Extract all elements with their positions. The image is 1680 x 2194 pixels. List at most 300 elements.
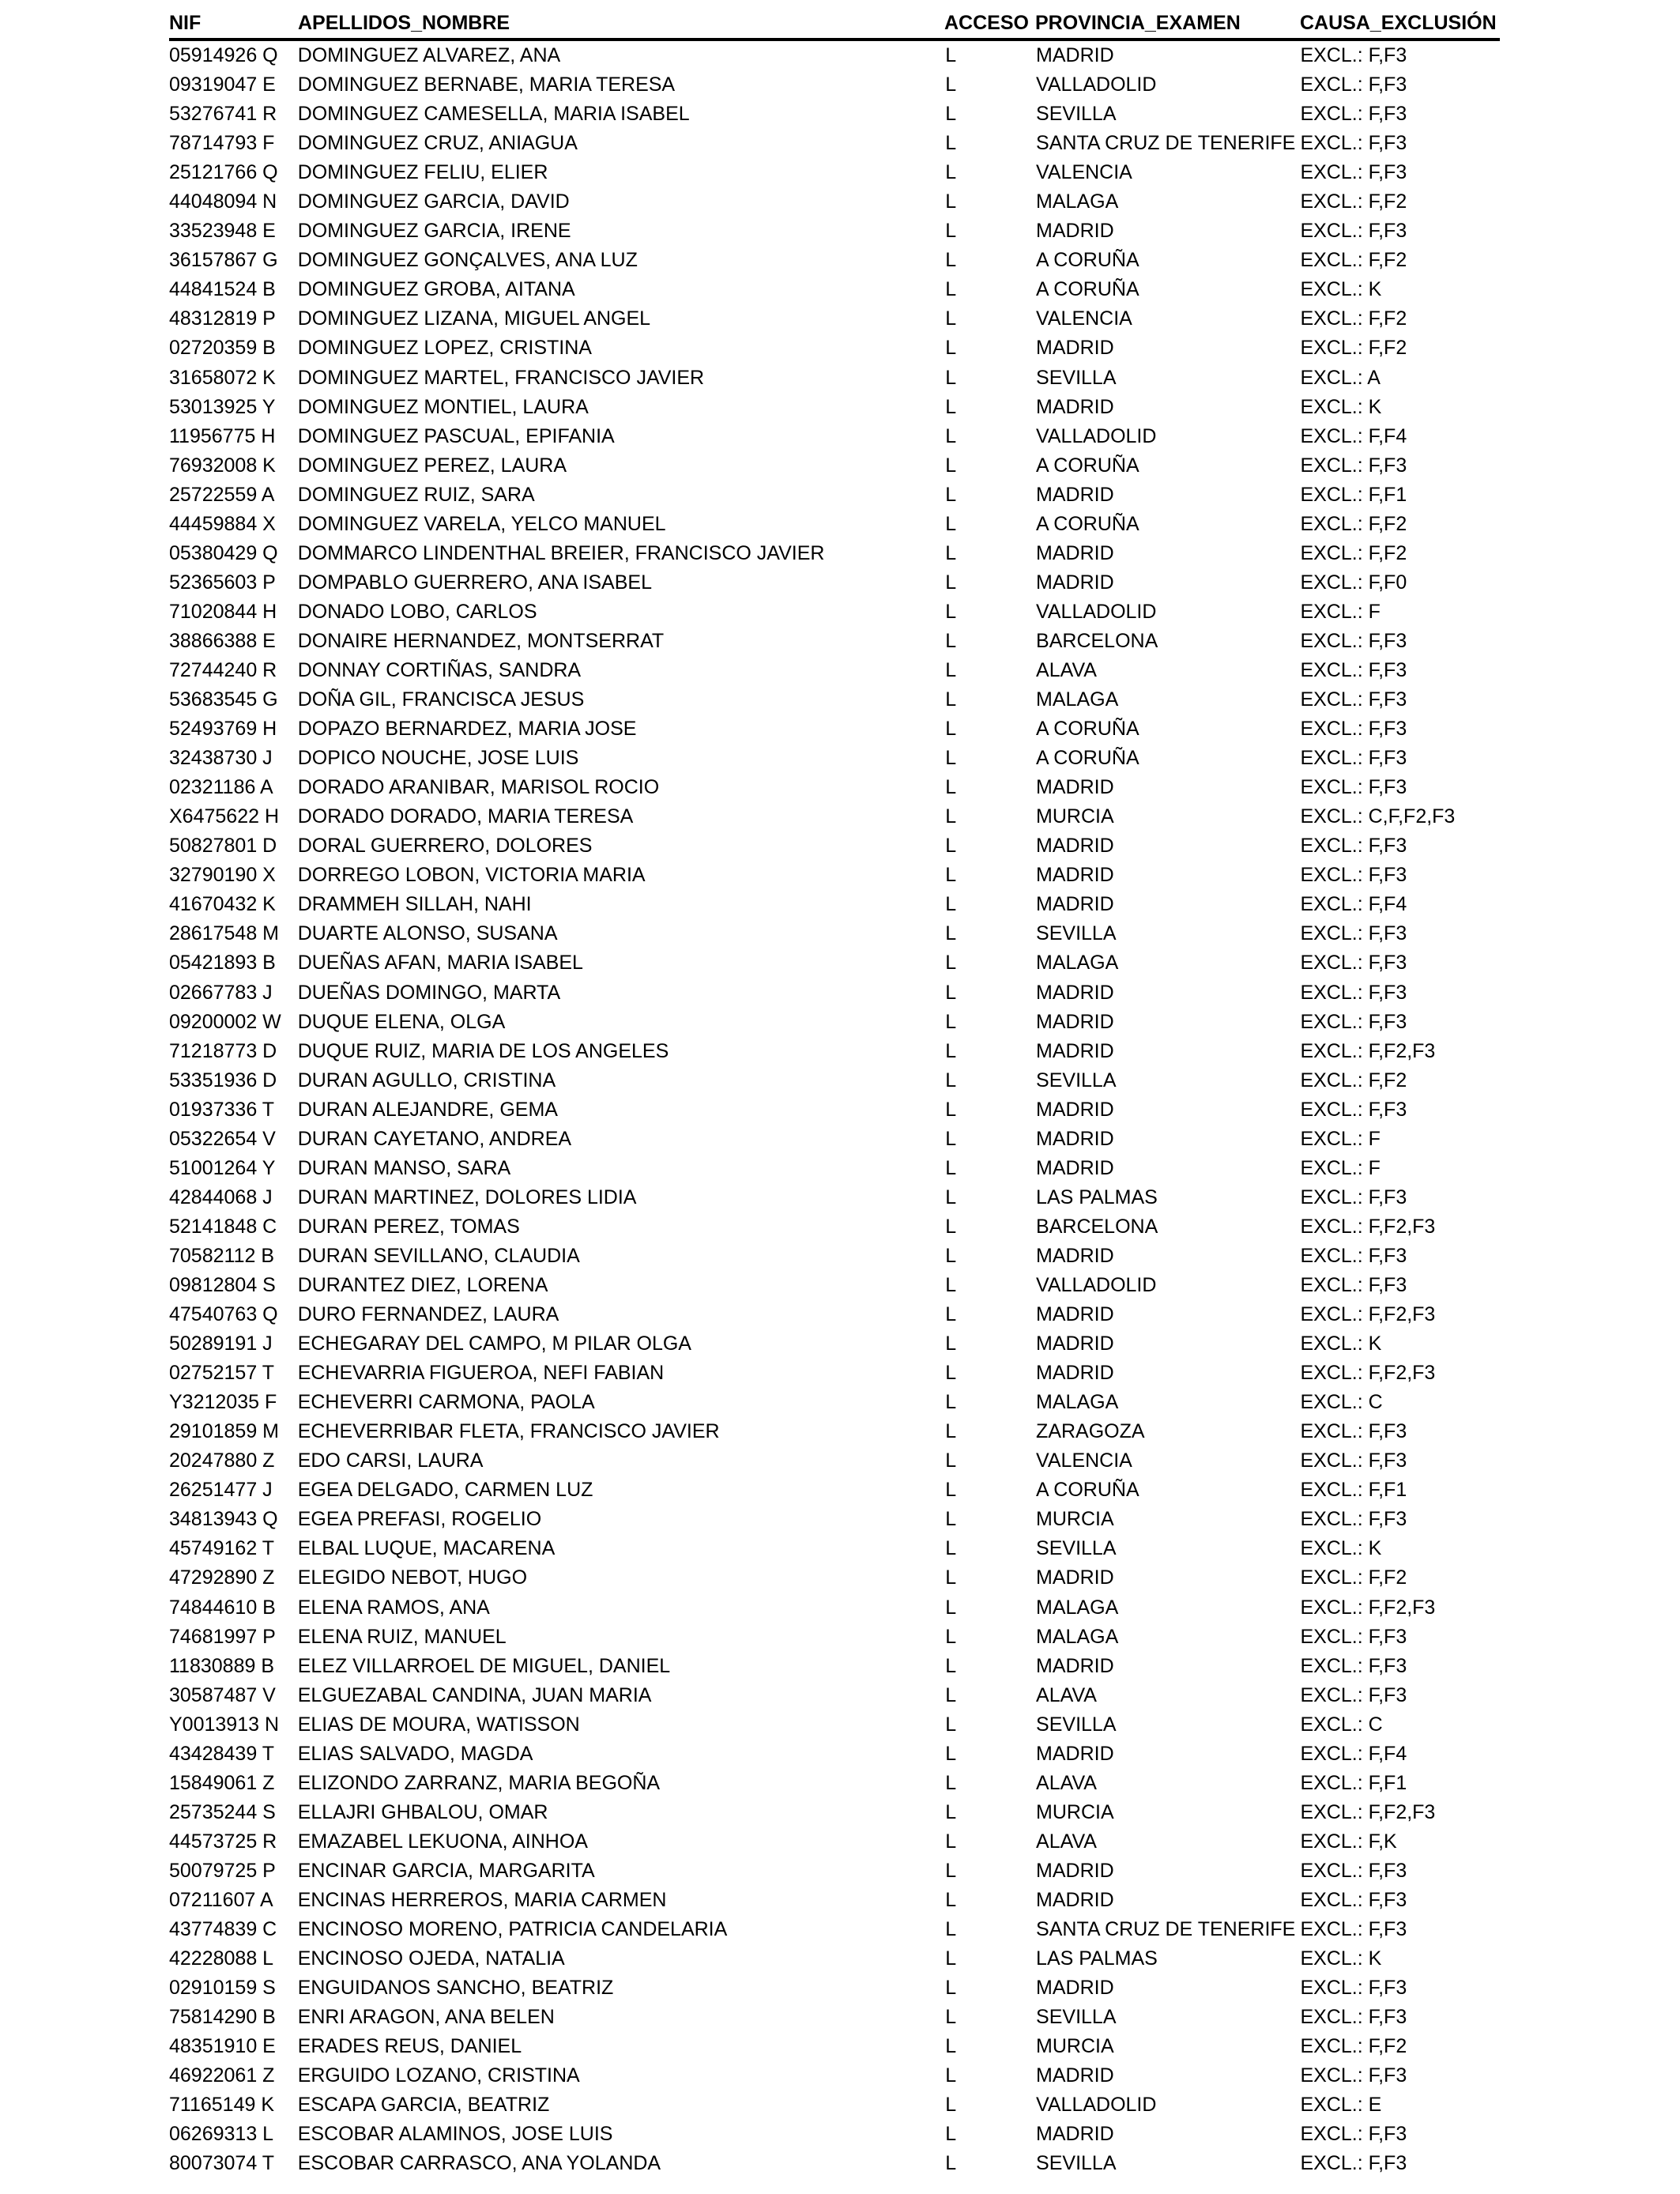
cell-provincia-examen: SEVILLA xyxy=(1036,1069,1117,1091)
cell-apellidos-nombre: ESCAPA GARCIA, BEATRIZ xyxy=(297,2094,550,2117)
cell-apellidos-nombre: ELEGIDO NEBOT, HUGO xyxy=(297,1566,528,1589)
cell-apellidos-nombre: DONADO LOBO, CARLOS xyxy=(297,600,537,623)
cell-causa-exclusion: EXCL.: F,F2 xyxy=(1300,1566,1407,1589)
cell-nif: 07211607 A xyxy=(169,1888,273,1911)
cell-causa-exclusion: EXCL.: F,F3 xyxy=(1300,1625,1407,1648)
header-provincia-examen: PROVINCIA_EXAMEN xyxy=(1035,11,1241,34)
cell-apellidos-nombre: DOMINGUEZ LIZANA, MIGUEL ANGEL xyxy=(297,307,651,330)
cell-acceso: L xyxy=(945,103,957,126)
cell-acceso: L xyxy=(945,1947,957,1970)
cell-causa-exclusion: EXCL.: F,F2,F3 xyxy=(1300,1800,1436,1823)
cell-provincia-examen: MURCIA xyxy=(1036,1800,1114,1823)
cell-causa-exclusion: EXCL.: F,F3 xyxy=(1300,952,1407,974)
cell-apellidos-nombre: DOPICO NOUCHE, JOSE LUIS xyxy=(297,747,579,770)
table-header xyxy=(169,8,1500,41)
table-row xyxy=(169,2061,1500,2090)
cell-causa-exclusion: EXCL.: F,F2 xyxy=(1300,337,1407,360)
cell-apellidos-nombre: ESCOBAR CARRASCO, ANA YOLANDA xyxy=(297,2152,661,2175)
table-row xyxy=(169,1623,1500,1652)
cell-provincia-examen: MADRID xyxy=(1036,395,1114,418)
cell-provincia-examen: ALAVA xyxy=(1036,659,1097,681)
cell-apellidos-nombre: DURANTEZ DIEZ, LORENA xyxy=(297,1273,548,1296)
cell-causa-exclusion: EXCL.: F,F3 xyxy=(1300,776,1407,799)
cell-nif: 74844610 B xyxy=(169,1596,276,1619)
cell-provincia-examen: A CORUÑA xyxy=(1036,249,1139,272)
cell-causa-exclusion: EXCL.: F,F3 xyxy=(1300,981,1407,1004)
cell-causa-exclusion: EXCL.: F xyxy=(1300,1156,1381,1179)
cell-acceso: L xyxy=(945,1713,957,1736)
cell-provincia-examen: MADRID xyxy=(1036,981,1114,1004)
cell-nif: 53013925 Y xyxy=(169,395,276,418)
cell-nif: 45749162 T xyxy=(169,1537,274,1560)
cell-acceso: L xyxy=(945,541,957,564)
cell-apellidos-nombre: DOMINGUEZ CRUZ, ANIAGUA xyxy=(297,132,578,155)
cell-causa-exclusion: EXCL.: F,F3 xyxy=(1300,922,1407,945)
table-row xyxy=(169,1563,1500,1593)
cell-causa-exclusion: EXCL.: F,F2 xyxy=(1300,190,1407,213)
table-row xyxy=(169,744,1500,773)
table-row xyxy=(169,773,1500,802)
cell-causa-exclusion: EXCL.: F,F3 xyxy=(1300,864,1407,887)
cell-provincia-examen: ALAVA xyxy=(1036,1771,1097,1794)
cell-acceso: L xyxy=(945,454,957,477)
cell-apellidos-nombre: DOMINGUEZ CAMESELLA, MARIA ISABEL xyxy=(297,103,690,126)
cell-apellidos-nombre: DUQUE ELENA, OLGA xyxy=(297,1010,506,1033)
cell-apellidos-nombre: DOMPABLO GUERRERO, ANA ISABEL xyxy=(297,571,652,594)
cell-acceso: L xyxy=(945,952,957,974)
cell-nif: 32438730 J xyxy=(169,747,273,770)
cell-apellidos-nombre: ESCOBAR ALAMINOS, JOSE LUIS xyxy=(297,2123,613,2146)
cell-causa-exclusion: EXCL.: F,F3 xyxy=(1300,688,1407,711)
cell-apellidos-nombre: DURAN ALEJANDRE, GEMA xyxy=(297,1098,558,1121)
cell-causa-exclusion: EXCL.: F,F2 xyxy=(1300,307,1407,330)
table-row xyxy=(169,656,1500,685)
table-row xyxy=(169,539,1500,568)
table-row xyxy=(169,1857,1500,1886)
cell-nif: 50079725 P xyxy=(169,1859,276,1882)
cell-causa-exclusion: EXCL.: F,F1 xyxy=(1300,483,1407,506)
cell-provincia-examen: MALAGA xyxy=(1036,952,1119,974)
table-row xyxy=(169,1740,1500,1769)
table-row xyxy=(169,1125,1500,1154)
cell-acceso: L xyxy=(945,1977,957,2000)
cell-nif: 71165149 K xyxy=(169,2094,274,2117)
cell-apellidos-nombre: DONAIRE HERNANDEZ, MONTSERRAT xyxy=(297,629,665,652)
cell-causa-exclusion: EXCL.: F,F3 xyxy=(1300,1420,1407,1443)
cell-apellidos-nombre: DUARTE ALONSO, SUSANA xyxy=(297,922,558,945)
cell-causa-exclusion: EXCL.: F,F3 xyxy=(1300,1888,1407,1911)
cell-acceso: L xyxy=(945,776,957,799)
cell-apellidos-nombre: ELIZONDO ZARRANZ, MARIA BEGOÑA xyxy=(297,1771,661,1794)
cell-nif: 05322654 V xyxy=(169,1127,276,1150)
cell-causa-exclusion: EXCL.: C xyxy=(1300,1391,1383,1414)
cell-causa-exclusion: EXCL.: F,F2 xyxy=(1300,249,1407,272)
cell-nif: 11830889 B xyxy=(169,1654,274,1677)
cell-apellidos-nombre: ELEZ VILLARROEL DE MIGUEL, DANIEL xyxy=(297,1654,671,1677)
cell-apellidos-nombre: DURAN SEVILLANO, CLAUDIA xyxy=(297,1244,580,1267)
cell-acceso: L xyxy=(945,659,957,681)
cell-acceso: L xyxy=(945,1830,957,1853)
cell-apellidos-nombre: ENCINAR GARCIA, MARGARITA xyxy=(297,1859,595,1882)
table-row xyxy=(169,481,1500,510)
cell-apellidos-nombre: DORADO ARANIBAR, MARISOL ROCIO xyxy=(297,776,660,799)
cell-provincia-examen: MURCIA xyxy=(1036,805,1114,828)
cell-causa-exclusion: EXCL.: F,F3 xyxy=(1300,103,1407,126)
cell-causa-exclusion: EXCL.: F,F0 xyxy=(1300,571,1407,594)
cell-nif: 05914926 Q xyxy=(169,44,278,67)
cell-nif: 01937336 T xyxy=(169,1098,274,1121)
cell-provincia-examen: A CORUÑA xyxy=(1036,1479,1139,1502)
cell-causa-exclusion: EXCL.: C,F,F2,F3 xyxy=(1300,805,1456,828)
cell-nif: 74681997 P xyxy=(169,1625,276,1648)
cell-provincia-examen: VALENCIA xyxy=(1036,161,1132,184)
cell-nif: 50289191 J xyxy=(169,1333,273,1355)
cell-nif: 50827801 D xyxy=(169,835,277,858)
cell-acceso: L xyxy=(945,366,957,389)
cell-acceso: L xyxy=(945,835,957,858)
cell-nif: 80073074 T xyxy=(169,2152,274,2175)
table-row xyxy=(169,70,1500,100)
cell-causa-exclusion: EXCL.: F,F3 xyxy=(1300,1273,1407,1296)
table-row xyxy=(169,1271,1500,1300)
cell-nif: 36157867 G xyxy=(169,249,278,272)
cell-acceso: L xyxy=(945,1215,957,1238)
cell-nif: 43774839 C xyxy=(169,1918,277,1941)
cell-apellidos-nombre: DURAN AGULLO, CRISTINA xyxy=(297,1069,556,1091)
cell-causa-exclusion: EXCL.: F,F3 xyxy=(1300,220,1407,243)
cell-causa-exclusion: EXCL.: F,F3 xyxy=(1300,161,1407,184)
cell-causa-exclusion: EXCL.: F,F3 xyxy=(1300,1186,1407,1208)
cell-acceso: L xyxy=(945,44,957,67)
cell-nif: 25121766 Q xyxy=(169,161,278,184)
cell-nif: 02321186 A xyxy=(169,776,273,799)
table-row xyxy=(169,1095,1500,1125)
table-row xyxy=(169,246,1500,275)
cell-nif: 38866388 E xyxy=(169,629,276,652)
cell-causa-exclusion: EXCL.: F,F3 xyxy=(1300,2123,1407,2146)
cell-acceso: L xyxy=(945,190,957,213)
cell-causa-exclusion: EXCL.: F,F3 xyxy=(1300,1010,1407,1033)
cell-acceso: L xyxy=(945,220,957,243)
cell-causa-exclusion: EXCL.: F,F1 xyxy=(1300,1771,1407,1794)
table-row xyxy=(169,1915,1500,1944)
cell-causa-exclusion: EXCL.: F,F2,F3 xyxy=(1300,1596,1436,1619)
cell-provincia-examen: MADRID xyxy=(1036,1098,1114,1121)
cell-apellidos-nombre: ENCINOSO OJEDA, NATALIA xyxy=(297,1947,565,1970)
cell-causa-exclusion: EXCL.: K xyxy=(1300,1537,1382,1560)
table-row xyxy=(169,1827,1500,1857)
table-row xyxy=(169,1944,1500,1973)
cell-provincia-examen: MADRID xyxy=(1036,541,1114,564)
cell-acceso: L xyxy=(945,307,957,330)
cell-apellidos-nombre: DOMINGUEZ BERNABE, MARIA TERESA xyxy=(297,74,676,96)
cell-nif: 44573725 R xyxy=(169,1830,277,1853)
table-row xyxy=(169,510,1500,539)
cell-apellidos-nombre: ELENA RUIZ, MANUEL xyxy=(297,1625,507,1648)
cell-causa-exclusion: EXCL.: F,F3 xyxy=(1300,1654,1407,1677)
cell-nif: 72744240 R xyxy=(169,659,277,681)
cell-apellidos-nombre: DOMINGUEZ GARCIA, DAVID xyxy=(297,190,570,213)
exclusion-table xyxy=(169,8,1500,2178)
cell-provincia-examen: MADRID xyxy=(1036,337,1114,360)
cell-nif: 78714793 F xyxy=(169,132,275,155)
cell-acceso: L xyxy=(945,1039,957,1062)
cell-acceso: L xyxy=(945,1273,957,1296)
table-row xyxy=(169,187,1500,217)
cell-acceso: L xyxy=(945,74,957,96)
cell-provincia-examen: MALAGA xyxy=(1036,1391,1119,1414)
cell-provincia-examen: MADRID xyxy=(1036,44,1114,67)
cell-acceso: L xyxy=(945,1596,957,1619)
cell-acceso: L xyxy=(945,1859,957,1882)
cell-causa-exclusion: EXCL.: F,F2,F3 xyxy=(1300,1039,1436,1062)
cell-provincia-examen: SANTA CRUZ DE TENERIFE xyxy=(1036,132,1296,155)
cell-apellidos-nombre: ECHEGARAY DEL CAMPO, M PILAR OLGA xyxy=(297,1333,691,1355)
cell-apellidos-nombre: DOMINGUEZ GARCIA, IRENE xyxy=(297,220,571,243)
table-row xyxy=(169,1388,1500,1417)
table-row xyxy=(169,1798,1500,1827)
cell-provincia-examen: VALLADOLID xyxy=(1036,1273,1157,1296)
table-row xyxy=(169,1534,1500,1563)
table-row xyxy=(169,158,1500,187)
cell-apellidos-nombre: DOMINGUEZ PEREZ, LAURA xyxy=(297,454,567,477)
cell-provincia-examen: MADRID xyxy=(1036,1156,1114,1179)
table-row xyxy=(169,304,1500,334)
cell-acceso: L xyxy=(945,1362,957,1385)
cell-causa-exclusion: EXCL.: F,K xyxy=(1300,1830,1397,1853)
cell-causa-exclusion: EXCL.: F,F3 xyxy=(1300,1098,1407,1121)
cell-causa-exclusion: EXCL.: F,F3 xyxy=(1300,1683,1407,1706)
table-row xyxy=(169,1066,1500,1095)
cell-provincia-examen: VALENCIA xyxy=(1036,1449,1132,1472)
cell-provincia-examen: VALLADOLID xyxy=(1036,74,1157,96)
cell-provincia-examen: MADRID xyxy=(1036,1333,1114,1355)
cell-nif: 20247880 Z xyxy=(169,1449,275,1472)
table-row xyxy=(169,2003,1500,2032)
table-row xyxy=(169,1476,1500,1505)
cell-apellidos-nombre: ELENA RAMOS, ANA xyxy=(297,1596,490,1619)
cell-acceso: L xyxy=(945,629,957,652)
cell-nif: 05380429 Q xyxy=(169,541,278,564)
cell-nif: 34813943 Q xyxy=(169,1508,278,1531)
cell-nif: 48351910 E xyxy=(169,2035,276,2058)
table-row xyxy=(169,568,1500,598)
cell-acceso: L xyxy=(945,512,957,535)
cell-provincia-examen: MADRID xyxy=(1036,1859,1114,1882)
cell-provincia-examen: SEVILLA xyxy=(1036,1713,1117,1736)
table-row xyxy=(169,1183,1500,1212)
cell-apellidos-nombre: ERADES REUS, DANIEL xyxy=(297,2035,522,2058)
cell-causa-exclusion: EXCL.: F,F3 xyxy=(1300,1859,1407,1882)
header-apellidos-nombre: APELLIDOS_NOMBRE xyxy=(298,11,510,34)
cell-apellidos-nombre: DORAL GUERRERO, DOLORES xyxy=(297,835,593,858)
cell-nif: 71020844 H xyxy=(169,600,277,623)
cell-apellidos-nombre: ECHEVERRIBAR FLETA, FRANCISCO JAVIER xyxy=(297,1420,720,1443)
table-row xyxy=(169,2149,1500,2178)
cell-acceso: L xyxy=(945,1420,957,1443)
table-row xyxy=(169,275,1500,304)
cell-nif: 30587487 V xyxy=(169,1683,276,1706)
cell-nif: 05421893 B xyxy=(169,952,276,974)
cell-nif: 48312819 P xyxy=(169,307,276,330)
cell-causa-exclusion: EXCL.: F,F2 xyxy=(1300,541,1407,564)
cell-causa-exclusion: EXCL.: F xyxy=(1300,1127,1381,1150)
table-row xyxy=(169,831,1500,861)
cell-causa-exclusion: EXCL.: F,F2 xyxy=(1300,512,1407,535)
cell-provincia-examen: MADRID xyxy=(1036,1566,1114,1589)
table-row xyxy=(169,1300,1500,1329)
cell-acceso: L xyxy=(945,1449,957,1472)
table-row xyxy=(169,1359,1500,1388)
table-row xyxy=(169,1037,1500,1066)
cell-nif: 31658072 K xyxy=(169,366,276,389)
cell-apellidos-nombre: DOMINGUEZ MARTEL, FRANCISCO JAVIER xyxy=(297,366,705,389)
cell-provincia-examen: BARCELONA xyxy=(1036,1215,1158,1238)
table-row xyxy=(169,1593,1500,1622)
table-row xyxy=(169,919,1500,948)
cell-causa-exclusion: EXCL.: F,F2,F3 xyxy=(1300,1303,1436,1326)
cell-acceso: L xyxy=(945,922,957,945)
cell-causa-exclusion: EXCL.: F,F2,F3 xyxy=(1300,1215,1436,1238)
cell-causa-exclusion: EXCL.: F,F3 xyxy=(1300,1918,1407,1941)
cell-provincia-examen: MADRID xyxy=(1036,1362,1114,1385)
cell-causa-exclusion: EXCL.: K xyxy=(1300,395,1382,418)
cell-acceso: L xyxy=(945,864,957,887)
cell-provincia-examen: VALLADOLID xyxy=(1036,2094,1157,2117)
table-row xyxy=(169,1212,1500,1242)
cell-provincia-examen: MALAGA xyxy=(1036,1625,1119,1648)
table-row xyxy=(169,1769,1500,1798)
cell-acceso: L xyxy=(945,747,957,770)
cell-acceso: L xyxy=(945,1244,957,1267)
cell-acceso: L xyxy=(945,2006,957,2029)
cell-causa-exclusion: EXCL.: F,F3 xyxy=(1300,629,1407,652)
cell-causa-exclusion: EXCL.: F,F3 xyxy=(1300,659,1407,681)
header-acceso: ACCESO xyxy=(944,11,1029,34)
cell-causa-exclusion: EXCL.: F,F4 xyxy=(1300,893,1407,916)
cell-nif: 33523948 E xyxy=(169,220,276,243)
cell-nif: 44048094 N xyxy=(169,190,277,213)
cell-provincia-examen: ALAVA xyxy=(1036,1830,1097,1853)
cell-apellidos-nombre: ECHEVERRI CARMONA, PAOLA xyxy=(297,1391,595,1414)
cell-acceso: L xyxy=(945,1098,957,1121)
cell-provincia-examen: MADRID xyxy=(1036,1977,1114,2000)
cell-provincia-examen: MALAGA xyxy=(1036,1596,1119,1619)
cell-acceso: L xyxy=(945,161,957,184)
cell-nif: 42844068 J xyxy=(169,1186,273,1208)
cell-apellidos-nombre: DURAN PEREZ, TOMAS xyxy=(297,1215,520,1238)
cell-apellidos-nombre: DURAN MARTINEZ, DOLORES LIDIA xyxy=(297,1186,637,1208)
cell-apellidos-nombre: EGEA PREFASI, ROGELIO xyxy=(297,1508,542,1531)
table-row xyxy=(169,1417,1500,1446)
cell-acceso: L xyxy=(945,1654,957,1677)
cell-acceso: L xyxy=(945,1683,957,1706)
cell-provincia-examen: SEVILLA xyxy=(1036,2152,1117,2175)
cell-causa-exclusion: EXCL.: F,F3 xyxy=(1300,2152,1407,2175)
cell-nif: 47540763 Q xyxy=(169,1303,278,1326)
cell-provincia-examen: MURCIA xyxy=(1036,2035,1114,2058)
cell-nif: 52141848 C xyxy=(169,1215,277,1238)
cell-causa-exclusion: EXCL.: F,F2 xyxy=(1300,2035,1407,2058)
cell-acceso: L xyxy=(945,1918,957,1941)
table-row xyxy=(169,129,1500,158)
cell-nif: 02667783 J xyxy=(169,981,273,1004)
cell-acceso: L xyxy=(945,1333,957,1355)
table-row xyxy=(169,1505,1500,1534)
cell-nif: 06269313 L xyxy=(169,2123,274,2146)
table-row xyxy=(169,627,1500,656)
cell-provincia-examen: ZARAGOZA xyxy=(1036,1420,1145,1443)
cell-apellidos-nombre: ERGUIDO LOZANO, CRISTINA xyxy=(297,2064,580,2087)
cell-causa-exclusion: EXCL.: F,F3 xyxy=(1300,1449,1407,1472)
cell-acceso: L xyxy=(945,981,957,1004)
cell-nif: 70582112 B xyxy=(169,1244,274,1267)
cell-provincia-examen: SANTA CRUZ DE TENERIFE xyxy=(1036,1918,1296,1941)
cell-nif: 75814290 B xyxy=(169,2006,276,2029)
header-nif: NIF xyxy=(169,11,202,34)
table-row xyxy=(169,1008,1500,1037)
cell-nif: 52493769 H xyxy=(169,718,277,741)
cell-acceso: L xyxy=(945,1508,957,1531)
cell-apellidos-nombre: DOMINGUEZ RUIZ, SARA xyxy=(297,483,535,506)
cell-acceso: L xyxy=(945,395,957,418)
cell-acceso: L xyxy=(945,1537,957,1560)
cell-apellidos-nombre: DUEÑAS DOMINGO, MARTA xyxy=(297,981,561,1004)
cell-nif: 32790190 X xyxy=(169,864,276,887)
cell-provincia-examen: BARCELONA xyxy=(1036,629,1158,652)
cell-provincia-examen: A CORUÑA xyxy=(1036,512,1139,535)
cell-apellidos-nombre: DOÑA GIL, FRANCISCA JESUS xyxy=(297,688,585,711)
cell-apellidos-nombre: DOMINGUEZ MONTIEL, LAURA xyxy=(297,395,589,418)
cell-nif: 28617548 M xyxy=(169,922,280,945)
cell-apellidos-nombre: DONNAY CORTIÑAS, SANDRA xyxy=(297,659,582,681)
cell-nif: X6475622 H xyxy=(169,805,280,828)
cell-apellidos-nombre: ELBAL LUQUE, MACARENA xyxy=(297,1537,556,1560)
cell-acceso: L xyxy=(945,1800,957,1823)
cell-nif: 41670432 K xyxy=(169,893,276,916)
cell-apellidos-nombre: ENCINOSO MORENO, PATRICIA CANDELARIA xyxy=(297,1918,728,1941)
cell-apellidos-nombre: DURAN CAYETANO, ANDREA xyxy=(297,1127,572,1150)
cell-nif: 44841524 B xyxy=(169,278,276,301)
cell-acceso: L xyxy=(945,424,957,447)
table-row xyxy=(169,861,1500,890)
table-row xyxy=(169,1710,1500,1740)
cell-provincia-examen: MURCIA xyxy=(1036,1508,1114,1531)
cell-causa-exclusion: EXCL.: F,F3 xyxy=(1300,718,1407,741)
cell-acceso: L xyxy=(945,1069,957,1091)
cell-acceso: L xyxy=(945,600,957,623)
cell-provincia-examen: MADRID xyxy=(1036,1127,1114,1150)
cell-acceso: L xyxy=(945,337,957,360)
table-row xyxy=(169,364,1500,393)
cell-causa-exclusion: EXCL.: F,F4 xyxy=(1300,1742,1407,1765)
cell-nif: 47292890 Z xyxy=(169,1566,275,1589)
cell-causa-exclusion: EXCL.: F,F3 xyxy=(1300,74,1407,96)
cell-provincia-examen: MADRID xyxy=(1036,2123,1114,2146)
cell-apellidos-nombre: ELIAS SALVADO, MAGDA xyxy=(297,1742,533,1765)
cell-causa-exclusion: EXCL.: F,F3 xyxy=(1300,2006,1407,2029)
cell-apellidos-nombre: DURAN MANSO, SARA xyxy=(297,1156,511,1179)
table-row xyxy=(169,1154,1500,1183)
header-causa-exclusion: CAUSA_EXCLUSIÓN xyxy=(1300,11,1497,34)
table-row xyxy=(169,1242,1500,1271)
cell-acceso: L xyxy=(945,718,957,741)
cell-apellidos-nombre: ELLAJRI GHBALOU, OMAR xyxy=(297,1800,548,1823)
cell-acceso: L xyxy=(945,132,957,155)
table-row xyxy=(169,1329,1500,1359)
cell-causa-exclusion: EXCL.: F,F3 xyxy=(1300,835,1407,858)
cell-provincia-examen: MADRID xyxy=(1036,1244,1114,1267)
